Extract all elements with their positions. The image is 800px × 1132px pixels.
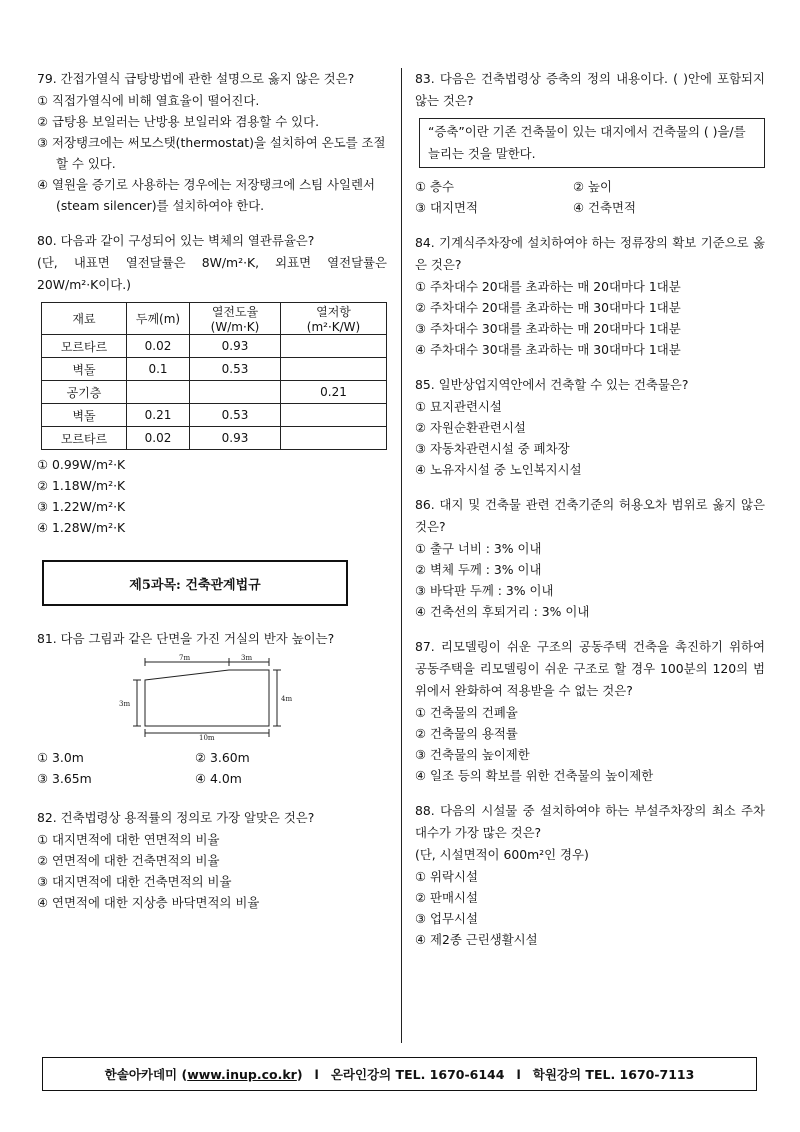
option-4: ④ 일조 등의 확보를 위한 건축물의 높이제한 (415, 768, 654, 783)
dim-label-top-left: 7m (179, 654, 191, 662)
table-cell: 공기층 (42, 381, 127, 404)
table-cell: 0.93 (190, 335, 281, 358)
table-cell: 0.1 (127, 358, 190, 381)
question-stem: 86. 대지 및 건축물 관련 건축기준의 허용오차 범위로 옳지 않은 것은? (415, 497, 765, 534)
option-3: ③ 바닥판 두께 : 3% 이내 (415, 583, 554, 598)
option-3: ③ 1.22W/m²·K (37, 499, 126, 514)
option-2: ② 주차대수 20대를 초과하는 매 30대마다 1대분 (415, 300, 681, 315)
online-lecture-phone: 온라인강의 TEL. 1670-6144 (330, 1067, 505, 1082)
dim-label-bottom: 10m (199, 734, 215, 740)
option-4: ④ 노유자시설 중 노인복지시설 (415, 462, 582, 477)
option-2: ② 1.18W/m²·K (37, 478, 126, 493)
option-3: ③ 건축물의 높이제한 (415, 747, 530, 762)
table-cell: 0.21 (281, 381, 387, 404)
footer-separator: l (516, 1066, 521, 1082)
room-section-diagram (117, 654, 307, 740)
question-stem: 84. 기계식주차장에 설치하여야 하는 정류장의 확보 기준으로 옳은 것은? (415, 235, 765, 272)
dim-label-right: 4m (281, 695, 293, 703)
option-2: ② 벽체 두께 : 3% 이내 (415, 562, 542, 577)
option-2: ② 연면적에 대한 건축면적의 비율 (37, 853, 220, 868)
option-4: ④ 건축선의 후퇴거리 : 3% 이내 (415, 604, 590, 619)
option-1: ① 3.0m (37, 750, 84, 765)
table-header: 열저항 (m²·K/W) (281, 303, 387, 335)
option-4: ④ 건축면적 (573, 200, 636, 215)
academy-website-link[interactable]: www.inup.co.kr (187, 1066, 297, 1082)
table-header: 두께(m) (127, 303, 190, 335)
table-row (42, 404, 387, 427)
question-stem: 83. 다음은 건축법령상 증축의 정의 내용이다. ( )안에 포함되지 않는 것은? (415, 71, 765, 108)
question-85 (415, 374, 765, 480)
academy-name: 한솔아카데미 (104, 1067, 178, 1082)
table-cell (190, 381, 281, 404)
question-82 (37, 807, 387, 913)
option-3: ③ 대지면적 (415, 200, 478, 215)
table-row (42, 427, 387, 450)
options-grid (37, 747, 387, 789)
table-row (42, 335, 387, 358)
option-1: ① 직접가열식에 비해 열효율이 떨어진다. (37, 93, 260, 108)
footer-bar: 한솔아카데미 ( www.inup.co.kr ) l 온라인강의 TEL. 1670-6144 l 학원강의 TEL. 1670-7113 (42, 1057, 757, 1091)
question-stem: 80. 다음과 같이 구성되어 있는 벽체의 열관류율은? (37, 233, 315, 248)
table-cell: 모르타르 (42, 427, 127, 450)
question-79 (37, 68, 387, 216)
table-cell (281, 358, 387, 381)
option-3: ③ 업무시설 (415, 911, 478, 926)
offline-lecture-phone: 학원강의 TEL. 1670-7113 (532, 1067, 695, 1082)
question-87 (415, 636, 765, 786)
table-cell: 0.21 (127, 404, 190, 427)
option-1: ① 0.99W/m²·K (37, 457, 126, 472)
table-cell: 0.02 (127, 427, 190, 450)
table-cell (281, 404, 387, 427)
option-1: ① 건축물의 건폐율 (415, 705, 518, 720)
option-3: ③ 주차대수 30대를 초과하는 매 20대마다 1대분 (415, 321, 681, 336)
option-4: ④ 연면적에 대한 지상층 바닥면적의 비율 (37, 895, 260, 910)
left-column (37, 68, 387, 927)
table-header: 열전도율 (W/m·K) (190, 303, 281, 335)
table-cell: 0.53 (190, 358, 281, 381)
option-1: ① 대지면적에 대한 연면적의 비율 (37, 832, 220, 847)
option-3: ③ 자동차관련시설 중 폐차장 (415, 441, 570, 456)
question-note: (단, 시설면적이 600m²인 경우) (415, 847, 589, 862)
option-2: ② 3.60m (195, 750, 250, 765)
question-80 (37, 230, 387, 538)
option-4: ④ 제2종 근린생활시설 (415, 932, 538, 947)
table-cell: 벽돌 (42, 358, 127, 381)
table-row (42, 381, 387, 404)
option-3: ③ 3.65m (37, 771, 92, 786)
option-3: ③ 저장탱크에는 써모스탯(thermostat)을 설치하여 온도를 조절할 수 있다. (37, 135, 386, 171)
table-header: 재료 (42, 303, 127, 335)
table-cell (281, 335, 387, 358)
table-cell: 모르타르 (42, 335, 127, 358)
material-table (41, 302, 387, 450)
section-title-box (42, 560, 348, 606)
question-stem: 82. 건축법령상 용적률의 정의로 가장 알맞은 것은? (37, 810, 315, 825)
option-4: ④ 4.0m (195, 771, 242, 786)
question-note: (단, 내표면 열전달률은 8W/m²·K, 외표면 열전달률은 20W/m²·K이다.) (37, 255, 387, 292)
question-83 (415, 68, 765, 218)
option-2: ② 건축물의 용적률 (415, 726, 518, 741)
dim-label-top-right: 3m (241, 654, 253, 662)
question-stem: 81. 다음 그림과 같은 단면을 가진 거실의 반자 높이는? (37, 631, 335, 646)
table-cell: 0.93 (190, 427, 281, 450)
option-2: ② 높이 (573, 179, 612, 194)
option-1: ① 주차대수 20대를 초과하는 매 20대마다 1대분 (415, 279, 681, 294)
table-cell: 0.53 (190, 404, 281, 427)
section-title: 제5과목: 건축관계법규 (129, 577, 261, 593)
table-cell: 0.02 (127, 335, 190, 358)
question-stem: 87. 리모델링이 쉬운 구조의 공동주택 건축을 촉진하기 위하여 공동주택을 리모델링이 쉬운 구조로 할 경우 100분의 120의 범위에서 완화하여 적용받을 수 없는 것은? (415, 639, 765, 698)
option-1: ① 묘지관련시설 (415, 399, 502, 414)
option-1: ① 층수 (415, 179, 454, 194)
option-2: ② 급탕용 보일러는 난방용 보일러와 겸용할 수 있다. (37, 114, 320, 129)
table-cell (281, 427, 387, 450)
column-divider (401, 68, 402, 1043)
question-stem: 88. 다음의 시설물 중 설치하여야 하는 부설주차장의 최소 주차대수가 가장 많은 것은? (415, 803, 765, 840)
table-cell: 벽돌 (42, 404, 127, 427)
option-2: ② 판매시설 (415, 890, 478, 905)
table-row (42, 358, 387, 381)
right-column (415, 68, 765, 964)
question-81 (37, 628, 387, 789)
definition-box: “증축”이란 기존 건축물이 있는 대지에서 건축물의 ( )을/를 늘리는 것을 말한다. (419, 118, 765, 168)
question-stem: 79. 간접가열식 급탕방법에 관한 설명으로 옳지 않은 것은? (37, 71, 355, 86)
option-4: ④ 열원을 증기로 사용하는 경우에는 저장탱크에 스팀 사일렌서(steam silencer)를 설치하여야 한다. (37, 177, 375, 213)
question-stem: 85. 일반상업지역안에서 건축할 수 있는 건축물은? (415, 377, 689, 392)
footer-separator: l (314, 1066, 319, 1082)
options-grid (415, 176, 765, 218)
option-4: ④ 1.28W/m²·K (37, 520, 126, 535)
room-outline (145, 670, 269, 726)
question-88 (415, 800, 765, 950)
table-header-row (42, 303, 387, 335)
question-86 (415, 494, 765, 622)
table-cell (127, 381, 190, 404)
question-84 (415, 232, 765, 360)
option-1: ① 출구 너비 : 3% 이내 (415, 541, 542, 556)
option-1: ① 위락시설 (415, 869, 478, 884)
option-2: ② 자원순환관련시설 (415, 420, 526, 435)
dim-label-left: 3m (119, 700, 131, 708)
option-3: ③ 대지면적에 대한 건축면적의 비율 (37, 874, 232, 889)
option-4: ④ 주차대수 30대를 초과하는 매 30대마다 1대분 (415, 342, 681, 357)
